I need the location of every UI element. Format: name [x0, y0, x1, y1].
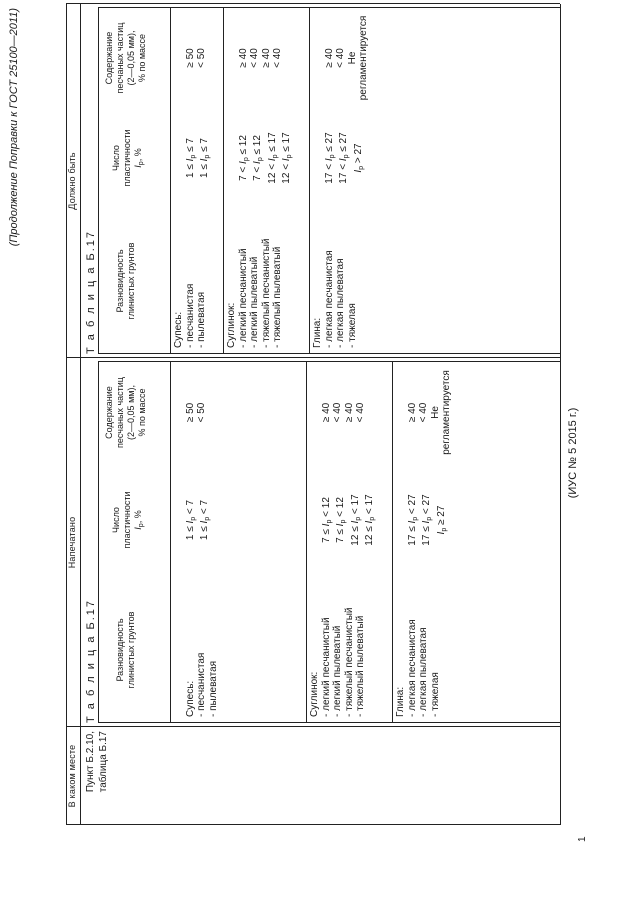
should-be-header-sand: Содержание песчаных частиц (2—0,05 мм), % по массе — [104, 22, 147, 94]
should-be-row-rule-3 — [309, 8, 310, 354]
printed-g3-sand: ≥ 40 < 40 Не регламентируется — [406, 370, 452, 455]
where-value: Пункт Б.2.10, таблица Б.17 — [85, 731, 109, 793]
should-be-g1-plasticity: $1 \le I_p \le 7$ $1 \le I_p \le 7$ — [184, 138, 211, 178]
printed-g3-plasticity: $17 \le I_p < 27$ $17 \le I_p < 27$ $I_p \ge 27$ — [406, 494, 448, 546]
column-header-rule — [80, 4, 81, 825]
printed-table-top — [98, 362, 99, 723]
should-be-g3-names: Глина: - легкая песчанистая - легкая пылеватая - тяжелая — [312, 250, 358, 348]
should-be-table-left — [98, 353, 560, 354]
frame-bottom — [560, 4, 561, 825]
printed-row-rule-2 — [306, 362, 307, 723]
printed-g2-sand: ≥ 40 < 40 ≥ 40 < 40 — [320, 402, 366, 423]
should-be-header-bottom — [170, 8, 171, 354]
printed-g1-sand: ≥ 50 < 50 — [184, 402, 207, 423]
frame-right — [66, 3, 560, 4]
should-be-g2-sand: ≥ 40 < 40 ≥ 40 < 40 — [237, 48, 283, 68]
should-be-g2-plasticity: $7 < I_p \le 12$ $7 < I_p \le 12$ $12 < I_p \le 17$ $12 < I_p \le 17$ — [237, 132, 293, 184]
should-be-g2-names: Суглинок: - легкий песчанистый - легкий пылеватый - тяжелый песчанистый - тяжелый пылеватый — [226, 238, 283, 348]
printed-g1-plasticity: $1 \le I_p < 7$ $1 \le I_p < 7$ — [184, 499, 211, 541]
should-be-g3-plasticity: $17 < I_p \le 27$ $17 < I_p \le 27$ $I_p > 27$ — [323, 132, 365, 184]
printed-table-left — [98, 722, 560, 723]
should-be-g1-sand: ≥ 50 < 50 — [184, 48, 207, 68]
source-note: (ИУС № 5 2015 г.) — [567, 407, 579, 499]
should-be-header-plasticity: Число пластичности $I_p$, % — [111, 129, 145, 187]
printed-g2-plasticity: $7 \le I_p < 12$ $7 \le I_p < 12$ $12 \le I_p < 17$ $12 \le I_p < 17$ — [320, 494, 376, 546]
printed-header-sand: Содержание песчаных частиц (2—0,05 мм), % по массе — [104, 377, 147, 448]
col-header-printed: Напечатано — [67, 516, 77, 569]
printed-g3-names: Глина: - легкая песчанистая - легкая пылеватая - тяжелая — [395, 619, 441, 717]
should-be-g1-names: Супесь: - песчанистая - пылеватая — [173, 283, 207, 348]
printed-row-rule-3 — [392, 362, 393, 723]
printed-header-bottom — [170, 362, 171, 723]
printed-g1-names: Супесь: - песчанистая - пылеватая — [184, 652, 219, 717]
should-be-row-rule-2 — [223, 8, 224, 354]
continuation-note: (Продолжение Поправки к ГОСТ 25100—2011) — [8, 8, 20, 247]
col-divider-1 — [66, 726, 560, 727]
col-header-where: В каком месте — [67, 744, 77, 808]
should-be-header-kind: Разновидность глинистых грунтов — [115, 242, 136, 320]
col-header-should-be: Должно быть — [67, 152, 77, 210]
frame-left — [66, 824, 560, 825]
col-divider-2 — [66, 357, 560, 358]
printed-header-kind: Разновидность глинистых грунтов — [115, 611, 136, 689]
should-be-table-top — [98, 8, 99, 354]
page-number: 1 — [577, 836, 588, 842]
printed-g2-names: Суглинок: - легкий песчанистый - легкий пылеватый - тяжелый песчанистый - тяжелый пылеватый — [309, 607, 366, 717]
should-be-table-title: Т а б л и ц а Б.17 — [85, 229, 97, 354]
should-be-g3-sand: ≥ 40 < 40 Не регламентируется — [323, 15, 369, 101]
printed-header-plasticity: Число пластичности $I_p$, % — [111, 491, 145, 549]
printed-table-title: Т а б л и ц а Б.17 — [85, 598, 97, 723]
